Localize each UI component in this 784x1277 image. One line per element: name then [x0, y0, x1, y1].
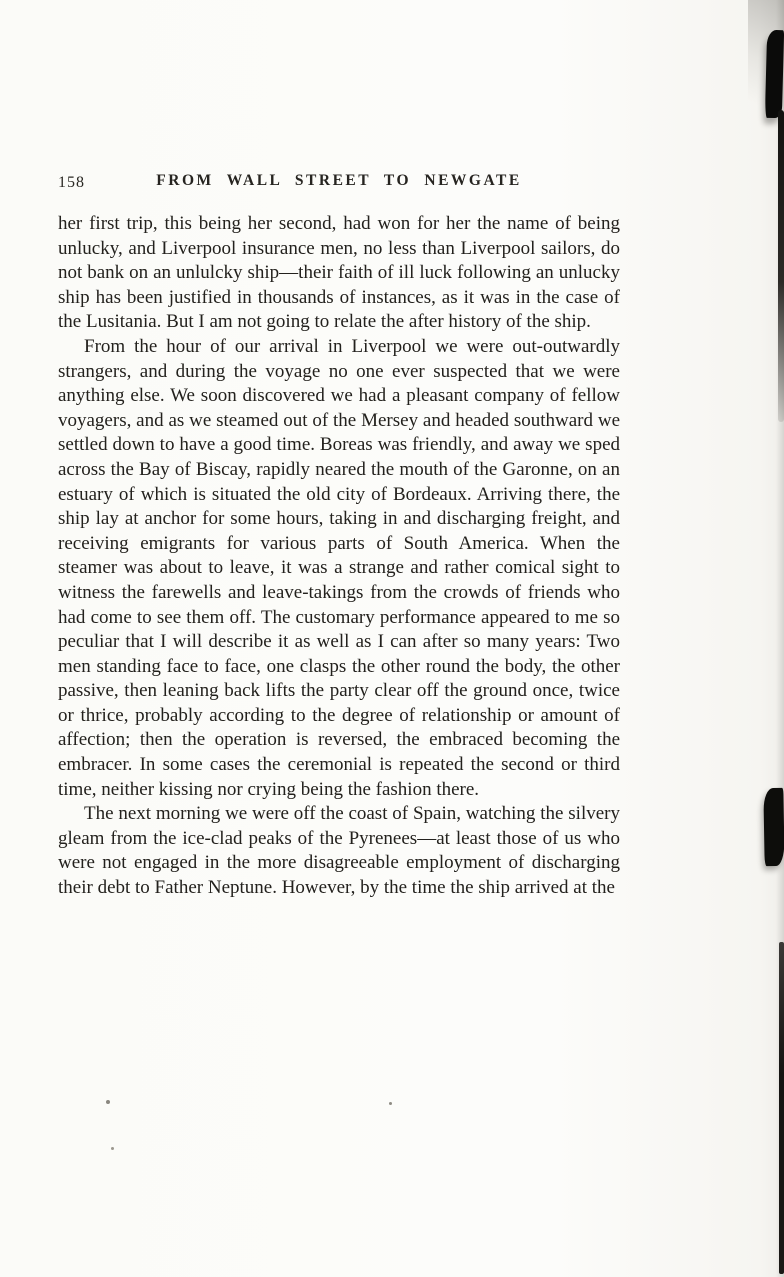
page-number: 158 — [58, 174, 85, 191]
scan-speck — [106, 1100, 110, 1104]
scan-artifact-mid-right — [763, 788, 784, 866]
scan-speck — [111, 1147, 114, 1150]
text-block — [58, 172, 620, 901]
scan-artifact-top-right — [765, 30, 784, 118]
body-paragraph: The next morning we were off the coast of Spain, watching the silvery gleam from the ice-clad peaks of the Pyrenees—at least those of us who were not engaged in the more disagreeable employment of discharging their debt to Father Neptune. However, by the time the ship arrived at the — [58, 803, 620, 899]
page-header — [58, 172, 620, 196]
body-paragraph: her first trip, this being her second, had won for her the name of being unlucky, and Liverpool insurance men, no less than Liverpool sailors, do not bank on an unlulcky ship—their faith of ill luck following an unlucky ship has been justified in thousands of instances, as it was in the case of the Lusitania. But I am not going to relate the after history of the ship. — [58, 213, 620, 333]
scan-artifact-right-edge-upper — [778, 110, 784, 422]
scan-artifact-right-edge-lower — [779, 942, 784, 1274]
running-title: FROM WALL STREET TO NEWGATE — [156, 172, 522, 189]
body-paragraph: From the hour of our arrival in Liverpool we were out-outwardly strangers, and during the voyage no one ever suspected that we were anything else. We soon discovered we had a pleasant company of fellow voyagers, and as we steamed out of the Mersey and headed southward we settled down to have a good time. Boreas was friendly, and away we sped across the Bay of Biscay, rapidly neared the mouth of the Garonne, on an estuary of which is situated the old city of Bordeaux. Arriving there, the ship lay at anchor for some hours, taking in and discharging freight, and receiving emigrants for various parts of South America. When the steamer was about to leave, it was a strange and rather comical sight to witness the farewells and leave-takings from the crowds of friends who had come to see them off. The customary performance appeared to me so peculiar that I will describe it as well as I can after so many years: Two men standing face to face, one clasps the other round the body, the other passive, then leaning back lifts the party clear off the ground once, twice or thrice, probably according to the degree of relationship or amount of affection; then the operation is reversed, the embraced becoming the embracer. In some cases the ceremonial is repeated the second or third time, neither kissing nor crying being the fashion there. — [58, 335, 620, 800]
scan-speck — [389, 1102, 392, 1105]
